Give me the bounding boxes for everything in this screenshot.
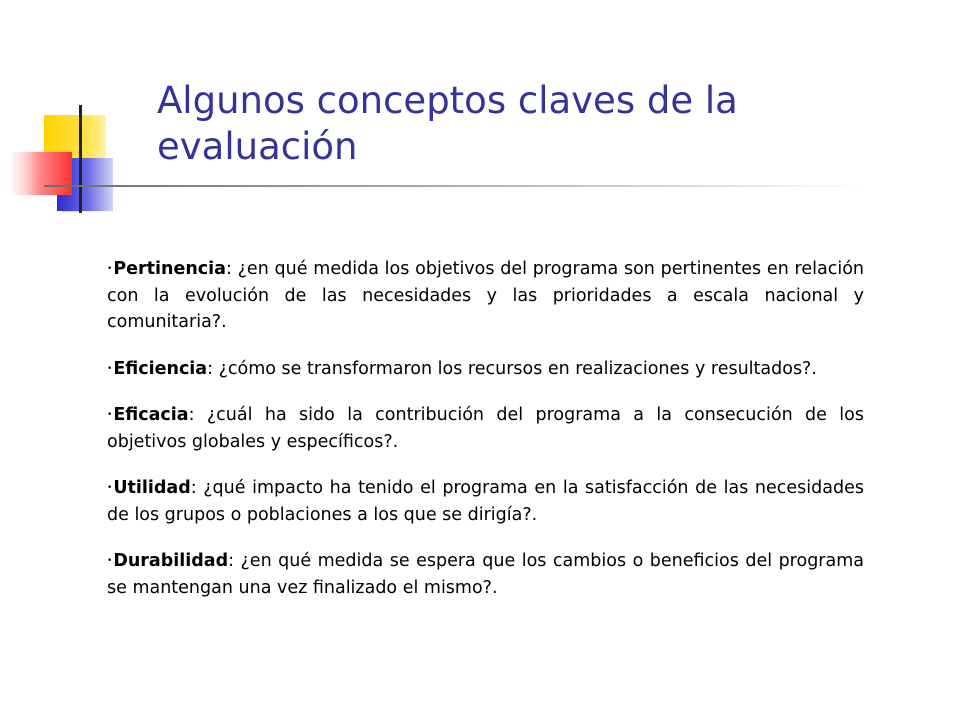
definition-text: : ¿qué impacto ha tenido el programa en la satisfacción de las necesidades de los grupos o poblaciones a los que se dirigía?. bbox=[107, 478, 864, 525]
vertical-rule-line bbox=[79, 105, 82, 213]
term-label: Durabilidad bbox=[113, 551, 229, 571]
definition-text: : ¿en qué medida se espera que los cambios o beneficios del programa se mantengan una vez finalizado el mismo?. bbox=[107, 551, 864, 598]
red-square-shape bbox=[12, 152, 72, 195]
list-item-eficiencia bbox=[107, 356, 864, 383]
decorative-squares-graphic bbox=[0, 0, 170, 230]
term-label: Eficiencia bbox=[113, 358, 208, 379]
list-item-durabilidad bbox=[107, 548, 864, 601]
bullet-icon: • bbox=[107, 363, 113, 374]
bullet-icon: • bbox=[107, 410, 113, 420]
term-label: Pertinencia bbox=[113, 259, 226, 279]
term-label: Eficacia bbox=[113, 405, 189, 425]
bullet-icon: • bbox=[107, 556, 113, 566]
definition-text: : ¿cómo se transformaron los recursos en realizaciones y resultados?. bbox=[207, 358, 817, 379]
concept-list bbox=[107, 256, 864, 621]
definition-text: : ¿en qué medida los objetivos del programa son pertinentes en relación con la evolución de las necesidades y las prioridades a escala nacional y comunitaria?. bbox=[107, 259, 864, 332]
title-underline bbox=[44, 185, 864, 187]
slide-title: Algunos conceptos claves de la evaluación bbox=[157, 79, 738, 168]
list-item-eficacia bbox=[107, 402, 864, 455]
definition-text: : ¿cuál ha sido la contribución del programa a la consecución de los objetivos globales y específicos?. bbox=[107, 405, 864, 452]
bullet-icon: • bbox=[107, 483, 113, 493]
list-item-pertinencia bbox=[107, 256, 864, 336]
bullet-icon: • bbox=[107, 264, 113, 274]
term-label: Utilidad bbox=[113, 478, 191, 498]
list-item-utilidad bbox=[107, 475, 864, 528]
